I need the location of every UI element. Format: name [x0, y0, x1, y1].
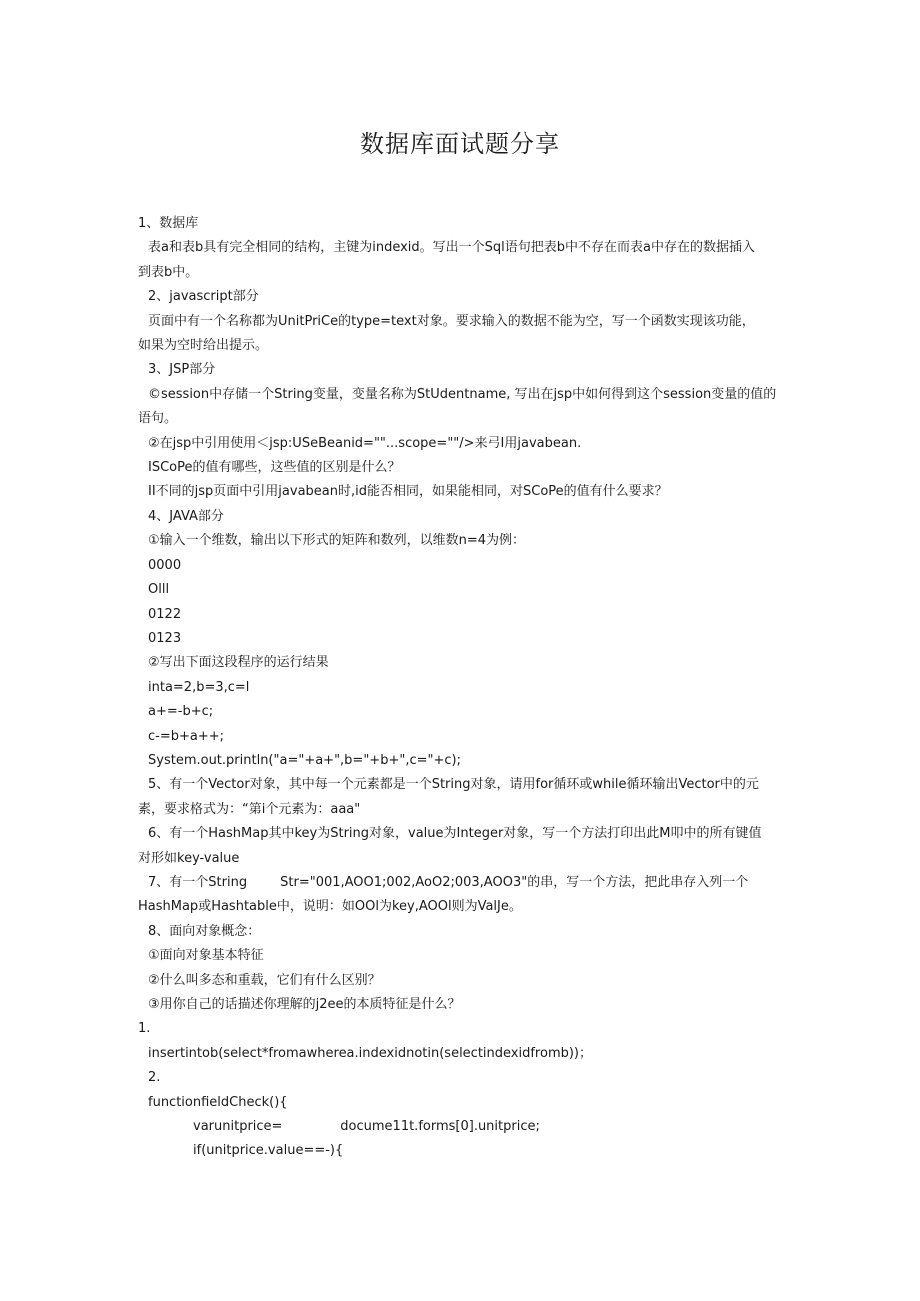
code-line: if(unitprice.value==-){: [193, 1143, 344, 1159]
section-heading: 4、JAVA部分: [148, 508, 224, 524]
question-text: ②写出下面这段程序的运行结果: [148, 655, 329, 671]
question-text: 语句。: [138, 411, 178, 427]
answer-number: 1.: [138, 1021, 151, 1037]
code-line: System.out.println("a="+a+",b="+b+",c="+c);: [148, 752, 461, 768]
section-heading: 2、javascript部分: [148, 289, 259, 305]
question-text: ISCoPe的值有哪些，这些值的区别是什么？: [148, 460, 401, 476]
page-title: 数据库面试题分享: [360, 130, 560, 158]
question-text: 5、有一个Vector对象，其中每一个元素都是一个String对象，请用for循环或while循环输出Vector中的元: [148, 777, 759, 793]
question-text: 6、有一个HashMap其中key为String对象，value为Integer对象，写一个方法打印出此M叩中的所有键值: [148, 826, 762, 842]
question-text: 素，要求格式为：“第i个元素为：aaa": [138, 801, 361, 817]
question-text: 表a和表b具有完全相同的结构，主键为indexid。写出一个Sql语句把表b中不存在而表a中存在的数据插入: [148, 240, 755, 256]
section-heading: 3、JSP部分: [148, 362, 216, 378]
question-text: 7、有一个String Str="001,AOO1;002,AoO2;003,AOO3"的串，写一个方法，把此串存入列一个: [148, 874, 749, 890]
question-text: 对形如key-value: [138, 850, 240, 866]
code-line: insertintob(select*fromawherea.indexidnotin(selectindexidfromb))；: [148, 1045, 593, 1061]
question-text: HashMap或Hashtable中，说明：如OOl为key,AOOl则为ValJe。: [138, 899, 522, 915]
answer-number: 2.: [148, 1070, 161, 1086]
matrix-row: 0000: [148, 557, 182, 573]
question-text: 页面中有一个名称都为UnitPriCe的type=text对象。要求输入的数据不能为空，写一个函数实现该功能，: [148, 313, 755, 329]
matrix-row: Olll: [148, 582, 170, 598]
section-heading: 1、数据库: [138, 216, 199, 231]
document-body: [138, 212, 788, 1164]
code-line: functionfieldCheck(){: [148, 1094, 288, 1110]
question-text: II不同的jsp页面中引用javabean时,id能否相同，如果能相同，对SCoPe的值有什么要求？: [148, 484, 668, 500]
matrix-row: 0122: [148, 606, 182, 622]
section-heading: 8、面向对象概念：: [148, 923, 261, 939]
matrix-row: 0123: [148, 630, 182, 646]
code-line: inta=2,b=3,c=l: [148, 679, 250, 695]
question-text: ①输入一个维数，输出以下形式的矩阵和数列，以维数n=4为例：: [148, 533, 526, 549]
question-text: ©session中存储一个String变量，变量名称为StUdentname, 写出在jsp中如何得到这个session变量的值的: [148, 386, 777, 402]
question-text: ①面向对象基本特征: [148, 948, 264, 964]
question-text: 到表b中。: [138, 264, 199, 280]
question-text: ②什么叫多态和重载，它们有什么区别？: [148, 972, 381, 988]
question-text: ③用你自己的话描述你理解的j2ee的本质特征是什么？: [148, 997, 461, 1012]
question-text: 如果为空时给出提示。: [138, 338, 269, 354]
question-text: ②在jsp中引用使用＜jsp:USeBeanid=""...scope=""/>来弓I用javabean.: [148, 435, 582, 451]
code-line: c-=b+a++;: [148, 728, 225, 744]
code-line: varunitprice= docume11t.forms[0].unitprice;: [193, 1119, 540, 1135]
code-line: a+=-b+c;: [148, 704, 214, 720]
